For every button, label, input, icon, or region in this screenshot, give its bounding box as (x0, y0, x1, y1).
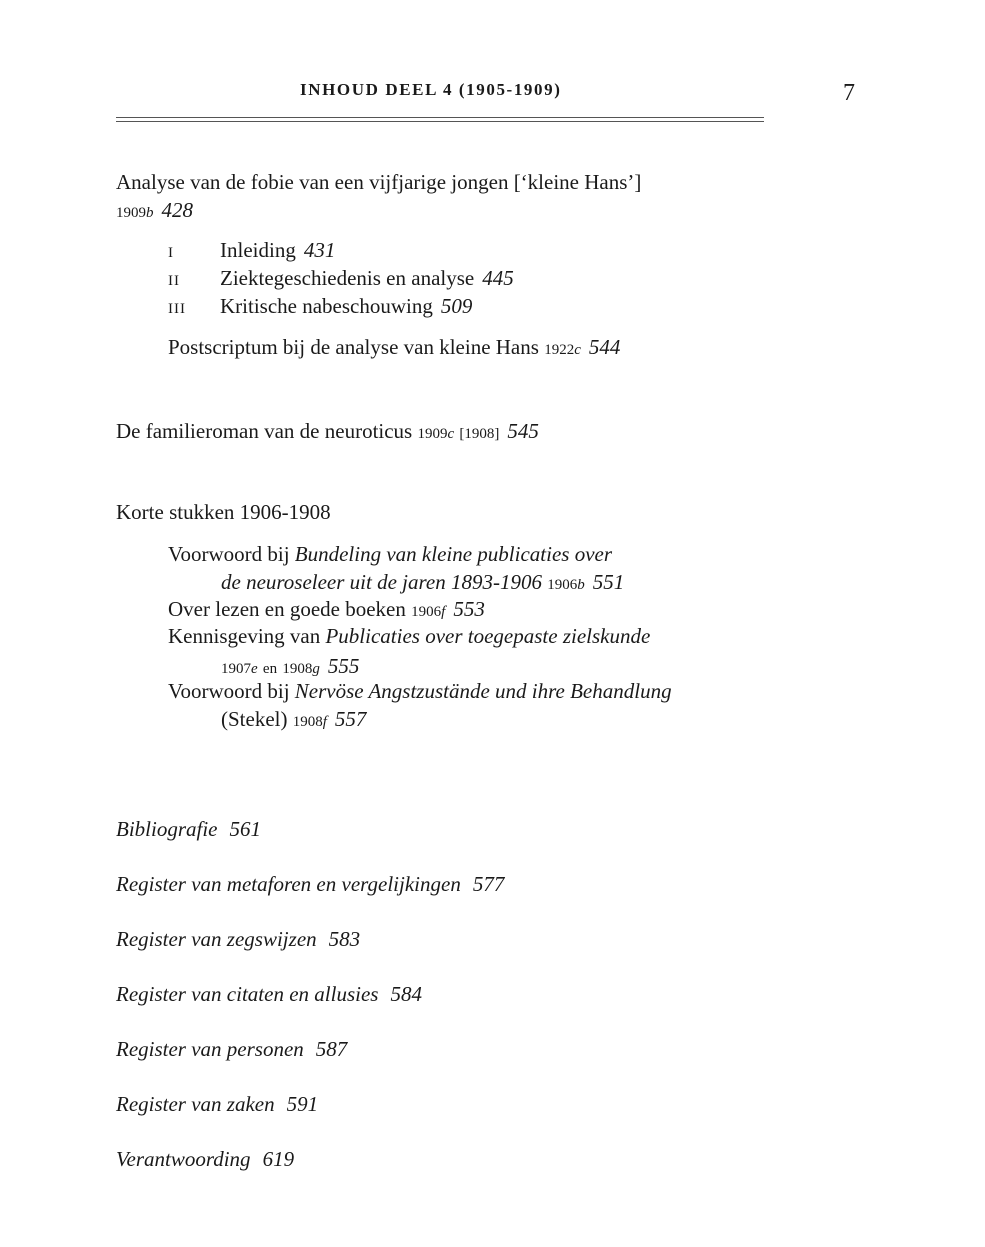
toc-subentry-voorwoord-1-line1 (168, 542, 612, 567)
toc-subentry-kennisgeving-line1 (168, 624, 650, 649)
toc-entry-verantwoording (116, 1147, 294, 1172)
page-ref: 561 (229, 817, 261, 841)
toc-subentry (168, 294, 472, 319)
year-suffix: b (577, 577, 585, 593)
toc-entry-register-zaken (116, 1092, 318, 1117)
page-ref: 545 (507, 419, 539, 443)
subentry-title: Kritische nabeschouwing (220, 294, 433, 318)
roman-numeral: II (168, 273, 180, 289)
year-suffix: c (447, 426, 455, 442)
year: 1906 (411, 604, 442, 620)
entry-title: Register van personen (116, 1037, 304, 1061)
page-ref: 555 (327, 654, 360, 678)
year-suffix: e (251, 661, 258, 677)
toc-subentry-over-lezen (168, 597, 485, 622)
year-suffix: g (312, 661, 320, 677)
section-title-korte-stukken: Korte stukken 1906-1908 (116, 500, 331, 524)
entry-title: (Stekel) (221, 707, 288, 731)
year: 1908 (292, 714, 323, 730)
entry-title: Register van zegswijzen (116, 927, 317, 951)
entry-title: De familieroman van de neuroticus (116, 419, 413, 443)
page-ref: 577 (472, 872, 505, 896)
year: 1906 (547, 577, 578, 593)
page-ref: 584 (390, 982, 422, 1006)
header-rule-bottom (116, 121, 764, 122)
entry-prefix: Kennisgeving van (168, 624, 321, 648)
toc-subentry (168, 238, 335, 263)
toc-entry-register-zegswijzen (116, 927, 360, 952)
entry-title: Postscriptum bij de analyse van kleine Hans (168, 335, 539, 359)
toc-entry-hans-title: Analyse van de fobie van een vijfjarige jongen [‘kleine Hans’] (116, 170, 642, 194)
subentry-title: Inleiding (220, 238, 296, 262)
entry-title: Over lezen en goede boeken (168, 597, 406, 621)
page-ref: 509 (440, 294, 473, 318)
entry-title: Register van metaforen en vergelijkingen (116, 872, 461, 896)
roman-numeral: III (168, 301, 186, 317)
page-ref: 619 (262, 1147, 295, 1171)
page-number: 7 (843, 80, 855, 106)
entry-title: Bibliografie (116, 817, 218, 841)
page-ref: 583 (328, 927, 361, 951)
entry-italic-title: Publicaties over toegepaste zielskunde (325, 624, 651, 648)
running-header: INHOUD DEEL 4 (1905-1909) (300, 80, 562, 99)
year-suffix: b (146, 205, 154, 221)
toc-subentry (168, 266, 514, 291)
connector: en (262, 661, 278, 677)
entry-italic-title: Nervöse Angstzustände und ihre Behandlung (294, 679, 672, 703)
toc-subentry-voorwoord-2-line2 (221, 707, 366, 732)
toc-entry-bibliografie (116, 817, 261, 842)
toc-entry-register-citaten (116, 982, 422, 1007)
bracket-year: [1908] (459, 426, 500, 442)
year: 1922 (544, 342, 575, 358)
roman-numeral: I (168, 245, 174, 261)
entry-title: Register van citaten en allusies (116, 982, 379, 1006)
entry-title: Register van zaken (116, 1092, 275, 1116)
header-rule-top (116, 117, 764, 118)
year: 1907 (221, 661, 251, 677)
page-ref: 587 (315, 1037, 348, 1061)
year: 1909 (417, 426, 448, 442)
toc-entry-hans-meta (116, 198, 193, 223)
year-suffix: f (441, 604, 446, 620)
toc-entry-register-metaforen (116, 872, 504, 897)
entry-italic-title: de neuroseleer uit de jaren 1893-1906 (221, 570, 542, 594)
year-suffix: f (322, 714, 327, 730)
subentry-title: Ziektegeschiedenis en analyse (220, 266, 475, 290)
toc-subentry-voorwoord-1-line2 (221, 570, 624, 595)
entry-title: Verantwoording (116, 1147, 251, 1171)
page-ref: 557 (334, 707, 367, 731)
year: 1909 (116, 205, 146, 221)
toc-subentry-kennisgeving-line2 (221, 654, 359, 679)
year: 1908 (282, 661, 313, 677)
page-ref: 551 (592, 570, 625, 594)
page-ref: 431 (303, 238, 336, 262)
entry-prefix: Voorwoord bij (168, 542, 290, 566)
toc-entry-register-personen (116, 1037, 347, 1062)
page-ref: 544 (588, 335, 621, 359)
year-suffix: c (574, 342, 581, 358)
toc-entry-familieroman (116, 419, 539, 444)
entry-prefix: Voorwoord bij (168, 679, 290, 703)
page-ref: 428 (161, 198, 193, 222)
toc-entry-postscript (168, 335, 620, 360)
toc-subentry-voorwoord-2-line1 (168, 679, 672, 704)
entry-italic-title: Bundeling van kleine publicaties over (294, 542, 613, 566)
page-ref: 591 (286, 1092, 319, 1116)
page-ref: 553 (453, 597, 485, 621)
page-ref: 445 (482, 266, 514, 290)
